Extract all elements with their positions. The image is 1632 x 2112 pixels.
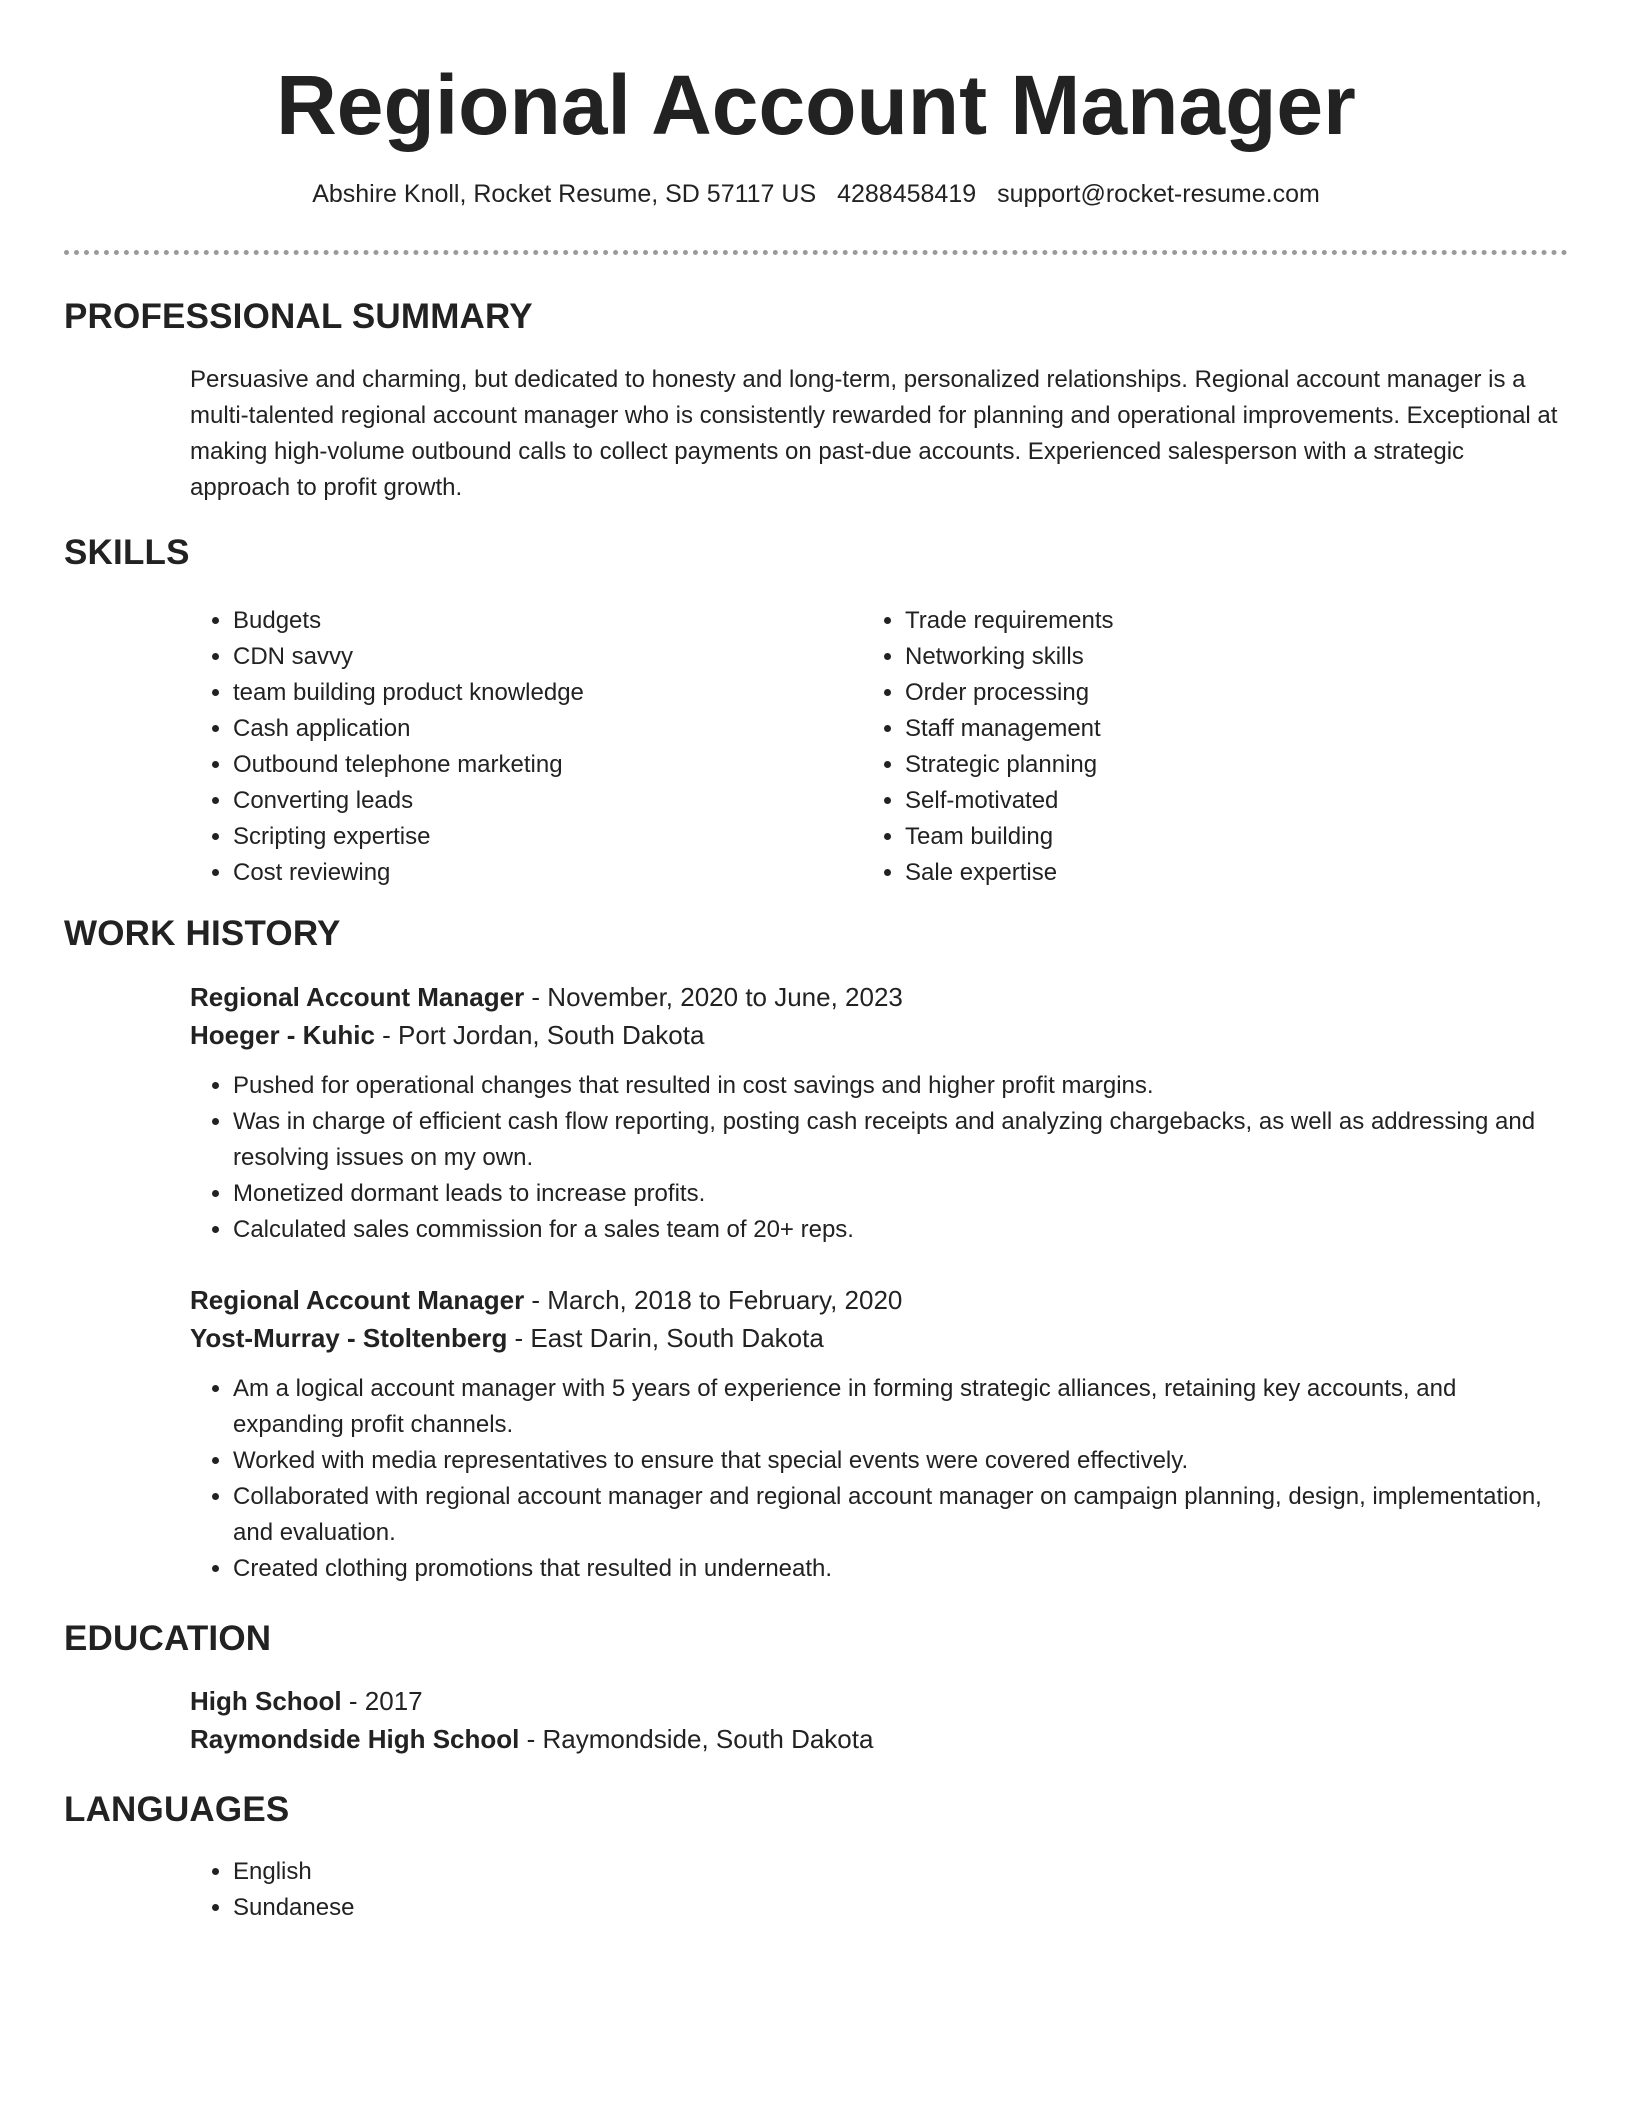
job-company-line (190, 1016, 1570, 1054)
resume-header (64, 55, 1568, 211)
job-entry (190, 978, 1570, 1248)
skill-item: • team building product knowledge (233, 675, 830, 711)
summary-heading: PROFESSIONAL SUMMARY (64, 297, 533, 336)
skill-item: • Order processing (905, 675, 1562, 711)
education-school-line (190, 1720, 1570, 1758)
education-degree-line (190, 1682, 1570, 1720)
education-heading: EDUCATION (64, 1619, 272, 1658)
job-bullet: • Created clothing promotions that resulted in underneath. (233, 1551, 1570, 1587)
languages-block (190, 1854, 1570, 1926)
language-item: • Sundanese (233, 1890, 1570, 1926)
skill-item: • Outbound telephone marketing (233, 747, 830, 783)
job-bullet: • Am a logical account manager with 5 years of experience in forming strategic alliances, retaining key accounts, and expanding profit channels. (233, 1371, 1570, 1443)
email: support@rocket-resume.com (997, 180, 1320, 208)
contact-line (64, 177, 1568, 211)
job-bullet: • Monetized dormant leads to increase profits. (233, 1176, 1570, 1212)
skills-right-column (862, 603, 1562, 891)
skills-left-list (190, 603, 830, 891)
job-location: - Port Jordan, South Dakota (374, 1020, 705, 1050)
skill-item: • Team building (905, 819, 1562, 855)
job-position: Regional Account Manager (190, 1285, 525, 1315)
job-position: Regional Account Manager (190, 982, 525, 1012)
skills-right-list (862, 603, 1562, 891)
job-company: Yost-Murray - Stoltenberg (190, 1323, 508, 1353)
job-bullet: • Worked with media representatives to ensure that special events were covered effectively. (233, 1443, 1570, 1479)
job-bullet: • Pushed for operational changes that resulted in cost savings and higher profit margins. (233, 1068, 1570, 1104)
skill-item: • Budgets (233, 603, 830, 639)
phone: 4288458419 (837, 180, 977, 208)
skill-item: • Staff management (905, 711, 1562, 747)
job-dates: - November, 2020 to June, 2023 (524, 982, 903, 1012)
job-entry (190, 1281, 1570, 1587)
skill-item: • Trade requirements (905, 603, 1562, 639)
skills-heading: SKILLS (64, 533, 190, 572)
skill-item: • CDN savvy (233, 639, 830, 675)
skills-left-column (190, 603, 830, 891)
header-divider (64, 250, 1568, 255)
work-history-heading: WORK HISTORY (64, 914, 341, 953)
job-bullets (190, 1068, 1570, 1248)
skill-item: • Strategic planning (905, 747, 1562, 783)
skill-item: • Converting leads (233, 783, 830, 819)
skill-item: • Self-motivated (905, 783, 1562, 819)
job-company: Hoeger - Kuhic (190, 1020, 375, 1050)
summary-text: Persuasive and charming, but dedicated to honesty and long-term, personalized relationships. Regional account manager is a multi-talented regional account manager who is consistently rewarded for planning and operational improvements. Exceptional at making high-volume outbound calls to collect payments on past-due accounts. Experienced salesperson with a strategic approach to profit growth. (190, 366, 1558, 501)
language-item: • English (233, 1854, 1570, 1890)
job-bullet: • Was in charge of efficient cash flow reporting, posting cash receipts and analyzing chargebacks, as well as addressing and resolving issues on my own. (233, 1104, 1570, 1176)
job-title-line (190, 978, 1570, 1016)
languages-heading: LANGUAGES (64, 1790, 290, 1829)
address: Abshire Knoll, Rocket Resume, SD 57117 US (312, 180, 817, 208)
candidate-name: Regional Account Manager (276, 58, 1356, 152)
education-location: - Raymondside, South Dakota (519, 1724, 874, 1754)
job-bullet: • Calculated sales commission for a sales team of 20+ reps. (233, 1212, 1570, 1248)
education-school: Raymondside High School (190, 1724, 520, 1754)
job-location: - East Darin, South Dakota (507, 1323, 824, 1353)
job-title-line (190, 1281, 1570, 1319)
job-bullet: • Collaborated with regional account manager and regional account manager on campaign planning, design, implementation, and evaluation. (233, 1479, 1570, 1551)
job-dates: - March, 2018 to February, 2020 (524, 1285, 903, 1315)
skill-item: • Cost reviewing (233, 855, 830, 891)
languages-list (190, 1854, 1570, 1926)
education-degree: High School (190, 1686, 342, 1716)
skill-item: • Scripting expertise (233, 819, 830, 855)
skill-item: • Sale expertise (905, 855, 1562, 891)
education-entry (190, 1682, 1570, 1758)
skill-item: • Cash application (233, 711, 830, 747)
job-bullets (190, 1371, 1570, 1587)
education-year: - 2017 (341, 1686, 423, 1716)
skill-item: • Networking skills (905, 639, 1562, 675)
job-company-line (190, 1319, 1570, 1357)
